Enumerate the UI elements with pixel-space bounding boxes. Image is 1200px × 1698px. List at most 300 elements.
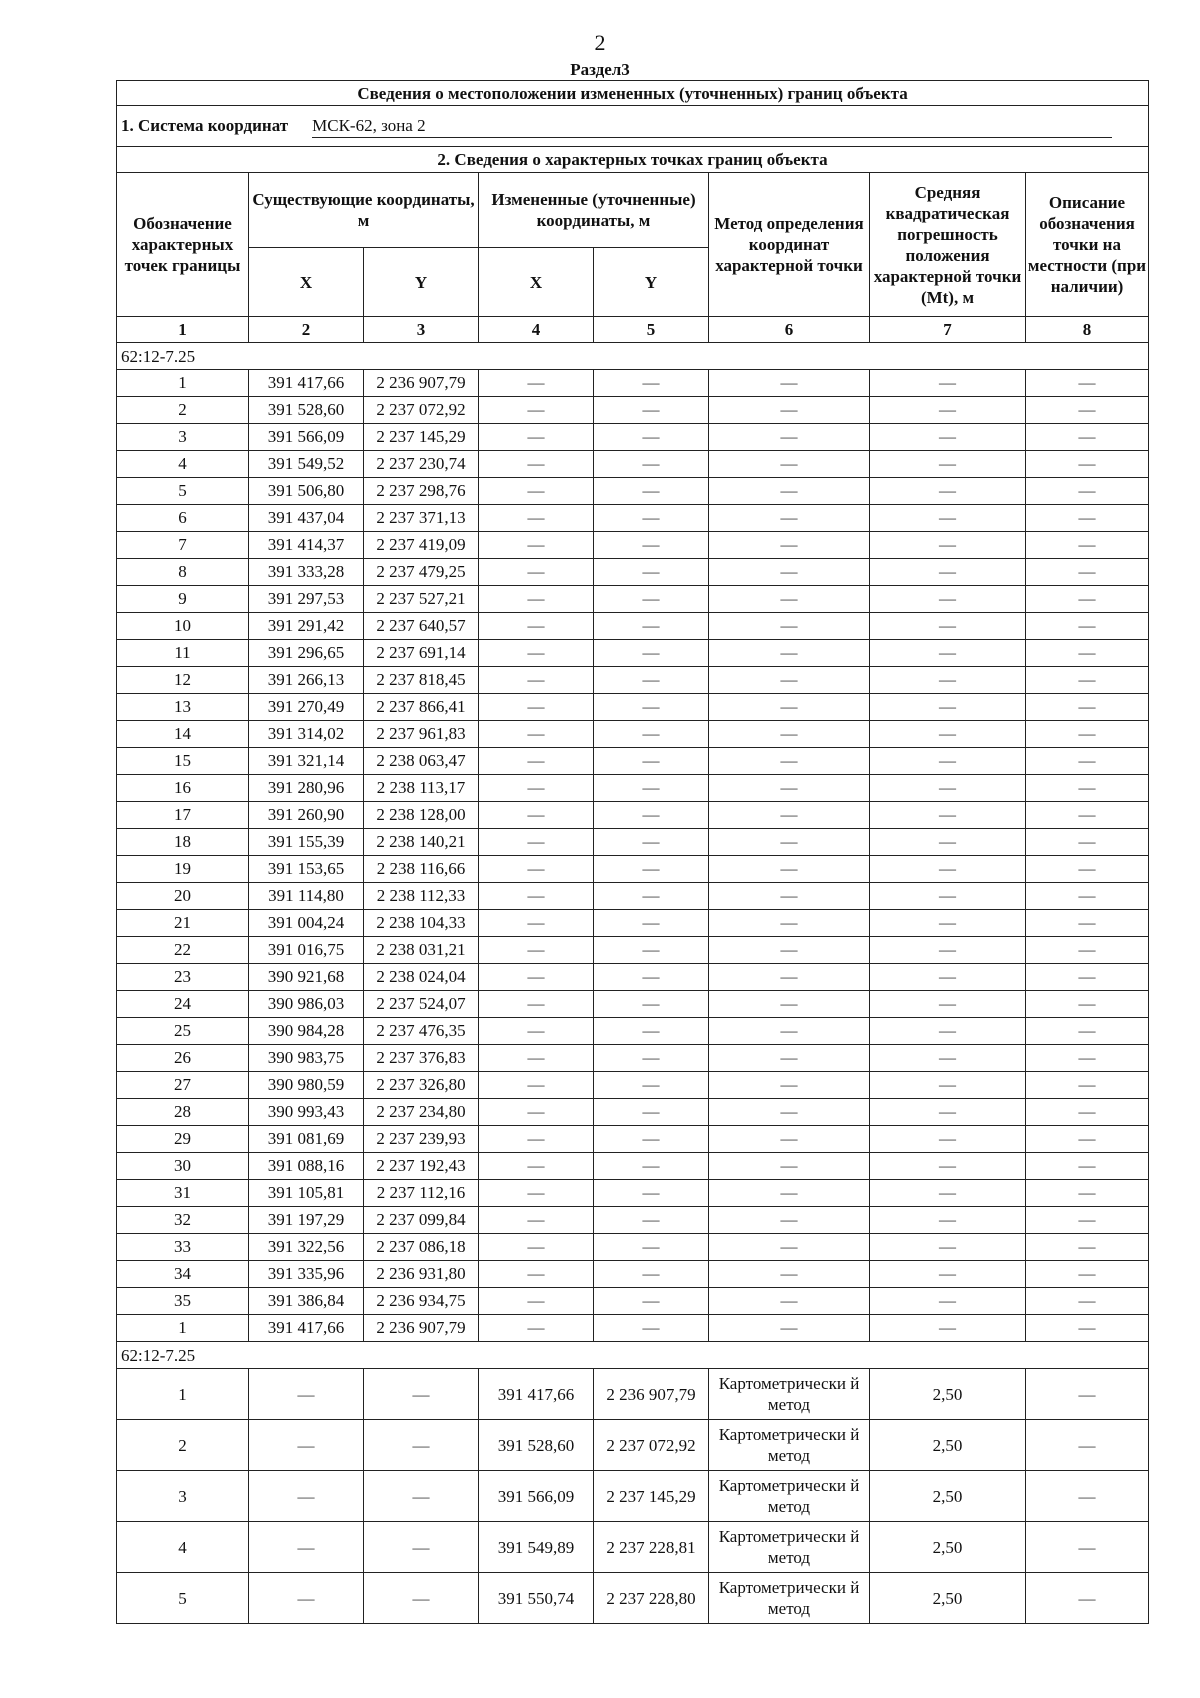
existing-y: 2 237 112,16	[364, 1180, 479, 1207]
empty-dash: —	[479, 1045, 594, 1072]
empty-dash: —	[870, 586, 1026, 613]
column-number: 1	[117, 317, 249, 343]
empty-dash: —	[479, 1153, 594, 1180]
empty-dash: —	[594, 721, 709, 748]
empty-dash: —	[1026, 586, 1149, 613]
existing-y: 2 238 063,47	[364, 748, 479, 775]
existing-y: 2 237 298,76	[364, 478, 479, 505]
empty-dash: —	[594, 775, 709, 802]
empty-dash: —	[709, 397, 870, 424]
point-number: 35	[117, 1288, 249, 1315]
point-number: 11	[117, 640, 249, 667]
method: Картометрически й метод	[709, 1471, 870, 1522]
empty-dash: —	[249, 1369, 364, 1420]
empty-dash: —	[1026, 1018, 1149, 1045]
point-number: 32	[117, 1207, 249, 1234]
point-number: 7	[117, 532, 249, 559]
empty-dash: —	[594, 883, 709, 910]
empty-dash: —	[479, 370, 594, 397]
empty-dash: —	[870, 775, 1026, 802]
existing-x: 391 506,80	[249, 478, 364, 505]
empty-dash: —	[1026, 451, 1149, 478]
existing-y: 2 237 527,21	[364, 586, 479, 613]
empty-dash: —	[479, 694, 594, 721]
existing-y: 2 238 104,33	[364, 910, 479, 937]
empty-dash: —	[479, 829, 594, 856]
empty-dash: —	[594, 451, 709, 478]
empty-dash: —	[870, 748, 1026, 775]
empty-dash: —	[479, 883, 594, 910]
point-number: 19	[117, 856, 249, 883]
point-number: 2	[117, 397, 249, 424]
method: Картометрически й метод	[709, 1573, 870, 1624]
empty-dash: —	[479, 1018, 594, 1045]
empty-dash: —	[594, 1072, 709, 1099]
empty-dash: —	[709, 991, 870, 1018]
point-number: 3	[117, 424, 249, 451]
table-row	[117, 1288, 1149, 1315]
point-number: 6	[117, 505, 249, 532]
empty-dash: —	[594, 1261, 709, 1288]
empty-dash: —	[1026, 667, 1149, 694]
empty-dash: —	[1026, 424, 1149, 451]
empty-dash: —	[870, 964, 1026, 991]
page-number: 2	[594, 30, 606, 55]
existing-x: 391 297,53	[249, 586, 364, 613]
existing-x: 391 081,69	[249, 1126, 364, 1153]
empty-dash: —	[1026, 559, 1149, 586]
point-number: 24	[117, 991, 249, 1018]
table-row	[117, 1573, 1149, 1624]
empty-dash: —	[479, 1126, 594, 1153]
empty-dash: —	[249, 1471, 364, 1522]
empty-dash: —	[1026, 370, 1149, 397]
point-number: 16	[117, 775, 249, 802]
empty-dash: —	[1026, 1045, 1149, 1072]
empty-dash: —	[594, 856, 709, 883]
empty-dash: —	[709, 883, 870, 910]
empty-dash: —	[709, 451, 870, 478]
existing-y: 2 237 640,57	[364, 613, 479, 640]
empty-dash: —	[1026, 1369, 1149, 1420]
existing-x: 390 980,59	[249, 1072, 364, 1099]
empty-dash: —	[479, 775, 594, 802]
empty-dash: —	[870, 1153, 1026, 1180]
existing-y: 2 237 818,45	[364, 667, 479, 694]
coord-system-value: МСК-62, зона 2	[312, 115, 1112, 138]
empty-dash: —	[870, 424, 1026, 451]
existing-x: 391 280,96	[249, 775, 364, 802]
section-title: Раздел3	[570, 60, 630, 79]
empty-dash: —	[709, 829, 870, 856]
table-row	[117, 451, 1149, 478]
point-number: 26	[117, 1045, 249, 1072]
table-row	[117, 883, 1149, 910]
empty-dash: —	[709, 1261, 870, 1288]
empty-dash: —	[594, 667, 709, 694]
table-row	[117, 532, 1149, 559]
header-description: Описание обозначения точки на местности (при наличии)	[1026, 173, 1149, 317]
column-number: 6	[709, 317, 870, 343]
point-number: 17	[117, 802, 249, 829]
table-row	[117, 667, 1149, 694]
empty-dash: —	[594, 586, 709, 613]
empty-dash: —	[594, 1018, 709, 1045]
empty-dash: —	[479, 1207, 594, 1234]
table-row	[117, 1207, 1149, 1234]
existing-y: 2 237 476,35	[364, 1018, 479, 1045]
empty-dash: —	[709, 937, 870, 964]
empty-dash: —	[364, 1420, 479, 1471]
empty-dash: —	[479, 1315, 594, 1342]
existing-y: 2 237 524,07	[364, 991, 479, 1018]
group-header-row	[117, 343, 1149, 370]
empty-dash: —	[870, 1180, 1026, 1207]
empty-dash: —	[1026, 1573, 1149, 1624]
empty-dash: —	[870, 883, 1026, 910]
existing-x: 391 437,04	[249, 505, 364, 532]
table-row	[117, 910, 1149, 937]
mean-square-error: 2,50	[870, 1420, 1026, 1471]
empty-dash: —	[870, 1207, 1026, 1234]
table-row	[117, 424, 1149, 451]
empty-dash: —	[1026, 1522, 1149, 1573]
empty-dash: —	[870, 1288, 1026, 1315]
point-number: 3	[117, 1471, 249, 1522]
column-number: 8	[1026, 317, 1149, 343]
table-row	[117, 937, 1149, 964]
point-number: 21	[117, 910, 249, 937]
point-number: 1	[117, 1315, 249, 1342]
empty-dash: —	[1026, 1207, 1149, 1234]
table-row	[117, 1315, 1149, 1342]
empty-dash: —	[709, 478, 870, 505]
empty-dash: —	[594, 424, 709, 451]
changed-y: 2 237 072,92	[594, 1420, 709, 1471]
empty-dash: —	[870, 370, 1026, 397]
empty-dash: —	[870, 397, 1026, 424]
empty-dash: —	[870, 910, 1026, 937]
empty-dash: —	[479, 505, 594, 532]
point-number: 22	[117, 937, 249, 964]
empty-dash: —	[870, 532, 1026, 559]
existing-y: 2 237 234,80	[364, 1099, 479, 1126]
empty-dash: —	[1026, 505, 1149, 532]
empty-dash: —	[479, 586, 594, 613]
empty-dash: —	[249, 1420, 364, 1471]
empty-dash: —	[1026, 937, 1149, 964]
empty-dash: —	[870, 451, 1026, 478]
empty-dash: —	[1026, 397, 1149, 424]
empty-dash: —	[594, 640, 709, 667]
empty-dash: —	[479, 424, 594, 451]
existing-x: 390 993,43	[249, 1099, 364, 1126]
existing-x: 391 417,66	[249, 370, 364, 397]
empty-dash: —	[870, 640, 1026, 667]
empty-dash: —	[709, 1153, 870, 1180]
empty-dash: —	[870, 1045, 1026, 1072]
existing-x: 391 417,66	[249, 1315, 364, 1342]
empty-dash: —	[479, 1261, 594, 1288]
point-number: 12	[117, 667, 249, 694]
empty-dash: —	[594, 613, 709, 640]
empty-dash: —	[1026, 478, 1149, 505]
point-number: 14	[117, 721, 249, 748]
empty-dash: —	[594, 1288, 709, 1315]
empty-dash: —	[594, 1099, 709, 1126]
empty-dash: —	[479, 748, 594, 775]
existing-x: 391 333,28	[249, 559, 364, 586]
method: Картометрически й метод	[709, 1369, 870, 1420]
empty-dash: —	[594, 748, 709, 775]
existing-x: 391 270,49	[249, 694, 364, 721]
point-number: 27	[117, 1072, 249, 1099]
point-number: 2	[117, 1420, 249, 1471]
empty-dash: —	[870, 721, 1026, 748]
empty-dash: —	[594, 370, 709, 397]
existing-x: 391 088,16	[249, 1153, 364, 1180]
table-title: Сведения о местоположении измененных (уточненных) границ объекта	[117, 81, 1149, 106]
existing-y: 2 236 931,80	[364, 1261, 479, 1288]
existing-y: 2 237 099,84	[364, 1207, 479, 1234]
empty-dash: —	[1026, 748, 1149, 775]
table-row	[117, 1126, 1149, 1153]
table-row	[117, 748, 1149, 775]
empty-dash: —	[709, 559, 870, 586]
existing-y: 2 238 031,21	[364, 937, 479, 964]
empty-dash: —	[870, 559, 1026, 586]
existing-x: 390 983,75	[249, 1045, 364, 1072]
coord-system-label: 1. Система координат	[121, 115, 289, 135]
table-row	[117, 829, 1149, 856]
header-existing-y: Y	[364, 248, 479, 317]
existing-y: 2 238 128,00	[364, 802, 479, 829]
table-row	[117, 1045, 1149, 1072]
table-row	[117, 397, 1149, 424]
empty-dash: —	[709, 964, 870, 991]
existing-x: 391 296,65	[249, 640, 364, 667]
empty-dash: —	[249, 1573, 364, 1624]
empty-dash: —	[594, 1153, 709, 1180]
table-row	[117, 1234, 1149, 1261]
existing-x: 391 321,14	[249, 748, 364, 775]
empty-dash: —	[870, 991, 1026, 1018]
point-number: 31	[117, 1180, 249, 1207]
existing-y: 2 238 116,66	[364, 856, 479, 883]
empty-dash: —	[479, 1099, 594, 1126]
table-row	[117, 370, 1149, 397]
coord-system-row	[117, 106, 1149, 147]
existing-x: 390 986,03	[249, 991, 364, 1018]
point-number: 5	[117, 478, 249, 505]
empty-dash: —	[594, 829, 709, 856]
empty-dash: —	[479, 937, 594, 964]
existing-y: 2 236 907,79	[364, 370, 479, 397]
existing-y: 2 237 479,25	[364, 559, 479, 586]
existing-x: 391 105,81	[249, 1180, 364, 1207]
empty-dash: —	[364, 1573, 479, 1624]
empty-dash: —	[709, 1072, 870, 1099]
empty-dash: —	[1026, 910, 1149, 937]
empty-dash: —	[594, 1045, 709, 1072]
changed-x: 391 549,89	[479, 1522, 594, 1573]
existing-y: 2 238 113,17	[364, 775, 479, 802]
empty-dash: —	[1026, 721, 1149, 748]
empty-dash: —	[1026, 1288, 1149, 1315]
empty-dash: —	[479, 613, 594, 640]
point-number: 1	[117, 370, 249, 397]
empty-dash: —	[1026, 1180, 1149, 1207]
empty-dash: —	[1026, 1234, 1149, 1261]
empty-dash: —	[479, 802, 594, 829]
empty-dash: —	[1026, 613, 1149, 640]
empty-dash: —	[709, 775, 870, 802]
existing-y: 2 238 140,21	[364, 829, 479, 856]
existing-y: 2 238 112,33	[364, 883, 479, 910]
table-row	[117, 856, 1149, 883]
empty-dash: —	[1026, 1420, 1149, 1471]
empty-dash: —	[249, 1522, 364, 1573]
table-row	[117, 1420, 1149, 1471]
empty-dash: —	[709, 694, 870, 721]
changed-y: 2 237 228,80	[594, 1573, 709, 1624]
empty-dash: —	[709, 424, 870, 451]
empty-dash: —	[1026, 1315, 1149, 1342]
existing-x: 391 386,84	[249, 1288, 364, 1315]
empty-dash: —	[870, 613, 1026, 640]
table-row	[117, 1369, 1149, 1420]
empty-dash: —	[870, 1099, 1026, 1126]
empty-dash: —	[594, 964, 709, 991]
empty-dash: —	[479, 559, 594, 586]
table-row	[117, 1522, 1149, 1573]
header-existing-x: X	[249, 248, 364, 317]
header-method: Метод определения координат характерной точки	[709, 173, 870, 317]
existing-y: 2 237 239,93	[364, 1126, 479, 1153]
existing-x: 391 114,80	[249, 883, 364, 910]
empty-dash: —	[364, 1471, 479, 1522]
table-row	[117, 964, 1149, 991]
existing-y: 2 237 371,13	[364, 505, 479, 532]
existing-x: 391 197,29	[249, 1207, 364, 1234]
empty-dash: —	[594, 1315, 709, 1342]
empty-dash: —	[709, 1207, 870, 1234]
existing-y: 2 236 934,75	[364, 1288, 479, 1315]
mean-square-error: 2,50	[870, 1522, 1026, 1573]
empty-dash: —	[1026, 829, 1149, 856]
empty-dash: —	[1026, 1126, 1149, 1153]
table-row	[117, 991, 1149, 1018]
changed-x: 391 550,74	[479, 1573, 594, 1624]
empty-dash: —	[479, 1180, 594, 1207]
point-number: 15	[117, 748, 249, 775]
point-number: 10	[117, 613, 249, 640]
table-row	[117, 1180, 1149, 1207]
empty-dash: —	[479, 451, 594, 478]
existing-y: 2 237 326,80	[364, 1072, 479, 1099]
empty-dash: —	[709, 505, 870, 532]
empty-dash: —	[594, 802, 709, 829]
column-number: 5	[594, 317, 709, 343]
empty-dash: —	[709, 802, 870, 829]
empty-dash: —	[709, 1126, 870, 1153]
empty-dash: —	[709, 856, 870, 883]
empty-dash: —	[709, 667, 870, 694]
empty-dash: —	[479, 1072, 594, 1099]
empty-dash: —	[709, 721, 870, 748]
table-row	[117, 1471, 1149, 1522]
empty-dash: —	[594, 478, 709, 505]
existing-x: 391 414,37	[249, 532, 364, 559]
column-number: 7	[870, 317, 1026, 343]
empty-dash: —	[594, 910, 709, 937]
empty-dash: —	[1026, 1471, 1149, 1522]
empty-dash: —	[479, 478, 594, 505]
empty-dash: —	[870, 937, 1026, 964]
changed-y: 2 236 907,79	[594, 1369, 709, 1420]
mean-square-error: 2,50	[870, 1573, 1026, 1624]
column-number: 2	[249, 317, 364, 343]
empty-dash: —	[870, 1072, 1026, 1099]
boundary-points-table	[116, 80, 1149, 1624]
existing-x: 391 153,65	[249, 856, 364, 883]
existing-x: 390 984,28	[249, 1018, 364, 1045]
empty-dash: —	[594, 991, 709, 1018]
existing-y: 2 237 230,74	[364, 451, 479, 478]
existing-y: 2 236 907,79	[364, 1315, 479, 1342]
empty-dash: —	[364, 1369, 479, 1420]
existing-x: 391 566,09	[249, 424, 364, 451]
method: Картометрически й метод	[709, 1420, 870, 1471]
empty-dash: —	[1026, 532, 1149, 559]
point-number: 33	[117, 1234, 249, 1261]
empty-dash: —	[1026, 856, 1149, 883]
point-number: 4	[117, 451, 249, 478]
empty-dash: —	[479, 910, 594, 937]
empty-dash: —	[870, 856, 1026, 883]
empty-dash: —	[594, 1234, 709, 1261]
empty-dash: —	[1026, 1099, 1149, 1126]
empty-dash: —	[479, 856, 594, 883]
existing-x: 391 266,13	[249, 667, 364, 694]
header-point-designation: Обозначение характерных точек границы	[117, 173, 249, 317]
empty-dash: —	[1026, 1153, 1149, 1180]
point-number: 25	[117, 1018, 249, 1045]
existing-y: 2 237 192,43	[364, 1153, 479, 1180]
header-existing-coords: Существующие координаты, м	[249, 173, 479, 248]
existing-x: 391 528,60	[249, 397, 364, 424]
point-number: 29	[117, 1126, 249, 1153]
cadastral-number: 62:12-7.25	[117, 343, 1149, 370]
empty-dash: —	[870, 1126, 1026, 1153]
empty-dash: —	[709, 910, 870, 937]
point-number: 1	[117, 1369, 249, 1420]
table-row	[117, 1018, 1149, 1045]
empty-dash: —	[709, 640, 870, 667]
empty-dash: —	[709, 370, 870, 397]
table-row	[117, 1153, 1149, 1180]
point-number: 18	[117, 829, 249, 856]
empty-dash: —	[479, 991, 594, 1018]
empty-dash: —	[594, 505, 709, 532]
existing-x: 391 322,56	[249, 1234, 364, 1261]
empty-dash: —	[870, 667, 1026, 694]
table-row	[117, 559, 1149, 586]
empty-dash: —	[709, 748, 870, 775]
empty-dash: —	[364, 1522, 479, 1573]
empty-dash: —	[870, 478, 1026, 505]
empty-dash: —	[479, 667, 594, 694]
